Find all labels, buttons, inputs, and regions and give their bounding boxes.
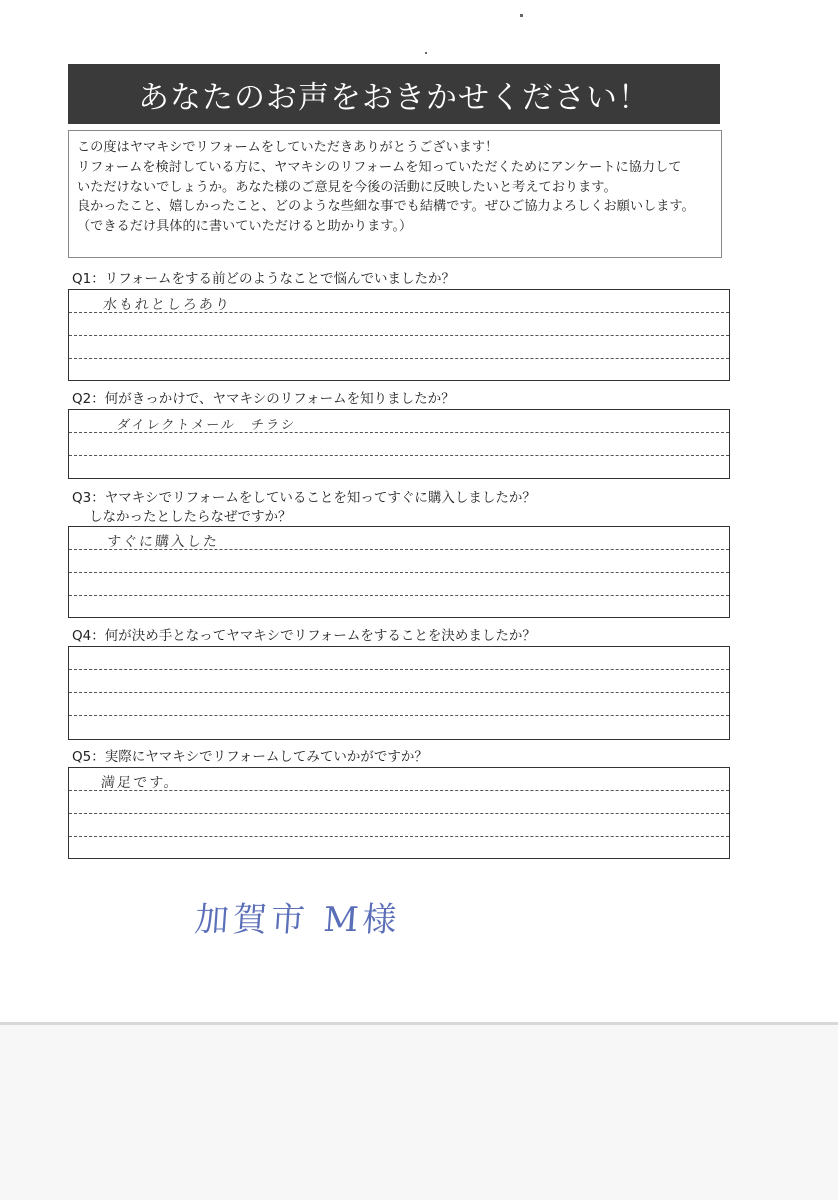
- question-2-answer-box[interactable]: [68, 409, 730, 479]
- answer-line: [69, 715, 729, 716]
- intro-line: いただけないでしょうか。あなた様のご意見を今後の活動に反映したいと考えております。: [77, 179, 617, 195]
- question-3-answer: すぐに購入した: [106, 534, 220, 550]
- page-title: あなたのお声をおきかせください！: [68, 64, 720, 124]
- answer-line: [69, 595, 729, 596]
- question-4-answer-box[interactable]: [68, 646, 730, 740]
- intro-line: この度はヤマキシでリフォームをしていただきありがとうございます！: [77, 140, 499, 155]
- answer-line: [69, 692, 729, 693]
- question-5-answer: 満足です。: [100, 775, 181, 791]
- customer-signature: 加賀市 M様: [193, 900, 402, 940]
- scan-background: [0, 1025, 838, 1200]
- question-2-answer: ダイレクトメール チラシ: [116, 418, 297, 433]
- question-3-label-line2: しなかったとしたらなぜですか？: [89, 509, 292, 525]
- question-3-label: Q3：ヤマキシでリフォームをしていることを知ってすぐに購入しましたか？: [72, 490, 536, 506]
- answer-line: [69, 335, 729, 336]
- scan-speck: [520, 14, 523, 17]
- intro-line: （できるだけ具体的に書いていただけると助かります。）: [77, 219, 413, 235]
- answer-line: [69, 813, 729, 814]
- answer-line: [69, 836, 729, 837]
- question-1-label: Q1：リフォームをする前どのようなことで悩んでいましたか？: [72, 271, 456, 287]
- question-1-answer-box[interactable]: [68, 289, 730, 381]
- intro-line: 良かったこと、嬉しかったこと、どのような些細な事でも結構です。ぜひご協力よろしくお願いします。: [77, 199, 695, 215]
- answer-line: [69, 358, 729, 359]
- intro-box: [68, 130, 722, 258]
- answer-line: [69, 669, 729, 670]
- scan-speck: [425, 52, 427, 54]
- intro-line: リフォームを検討している方に、ヤマキシのリフォームを知っていただくためにアンケートに協力して: [77, 159, 682, 175]
- answer-line: [69, 455, 729, 456]
- question-4-label: Q4：何が決め手となってヤマキシでリフォームをすることを決めましたか？: [72, 628, 536, 644]
- question-3-answer-box[interactable]: [68, 526, 730, 618]
- question-5-label: Q5：実際にヤマキシでリフォームしてみていかがですか？: [72, 749, 428, 765]
- question-2-label: Q2：何がきっかけで、ヤマキシのリフォームを知りましたか？: [72, 391, 455, 407]
- question-1-answer: 水もれとしろあり: [102, 297, 232, 313]
- question-5-answer-box[interactable]: [68, 767, 730, 859]
- answer-line: [69, 572, 729, 573]
